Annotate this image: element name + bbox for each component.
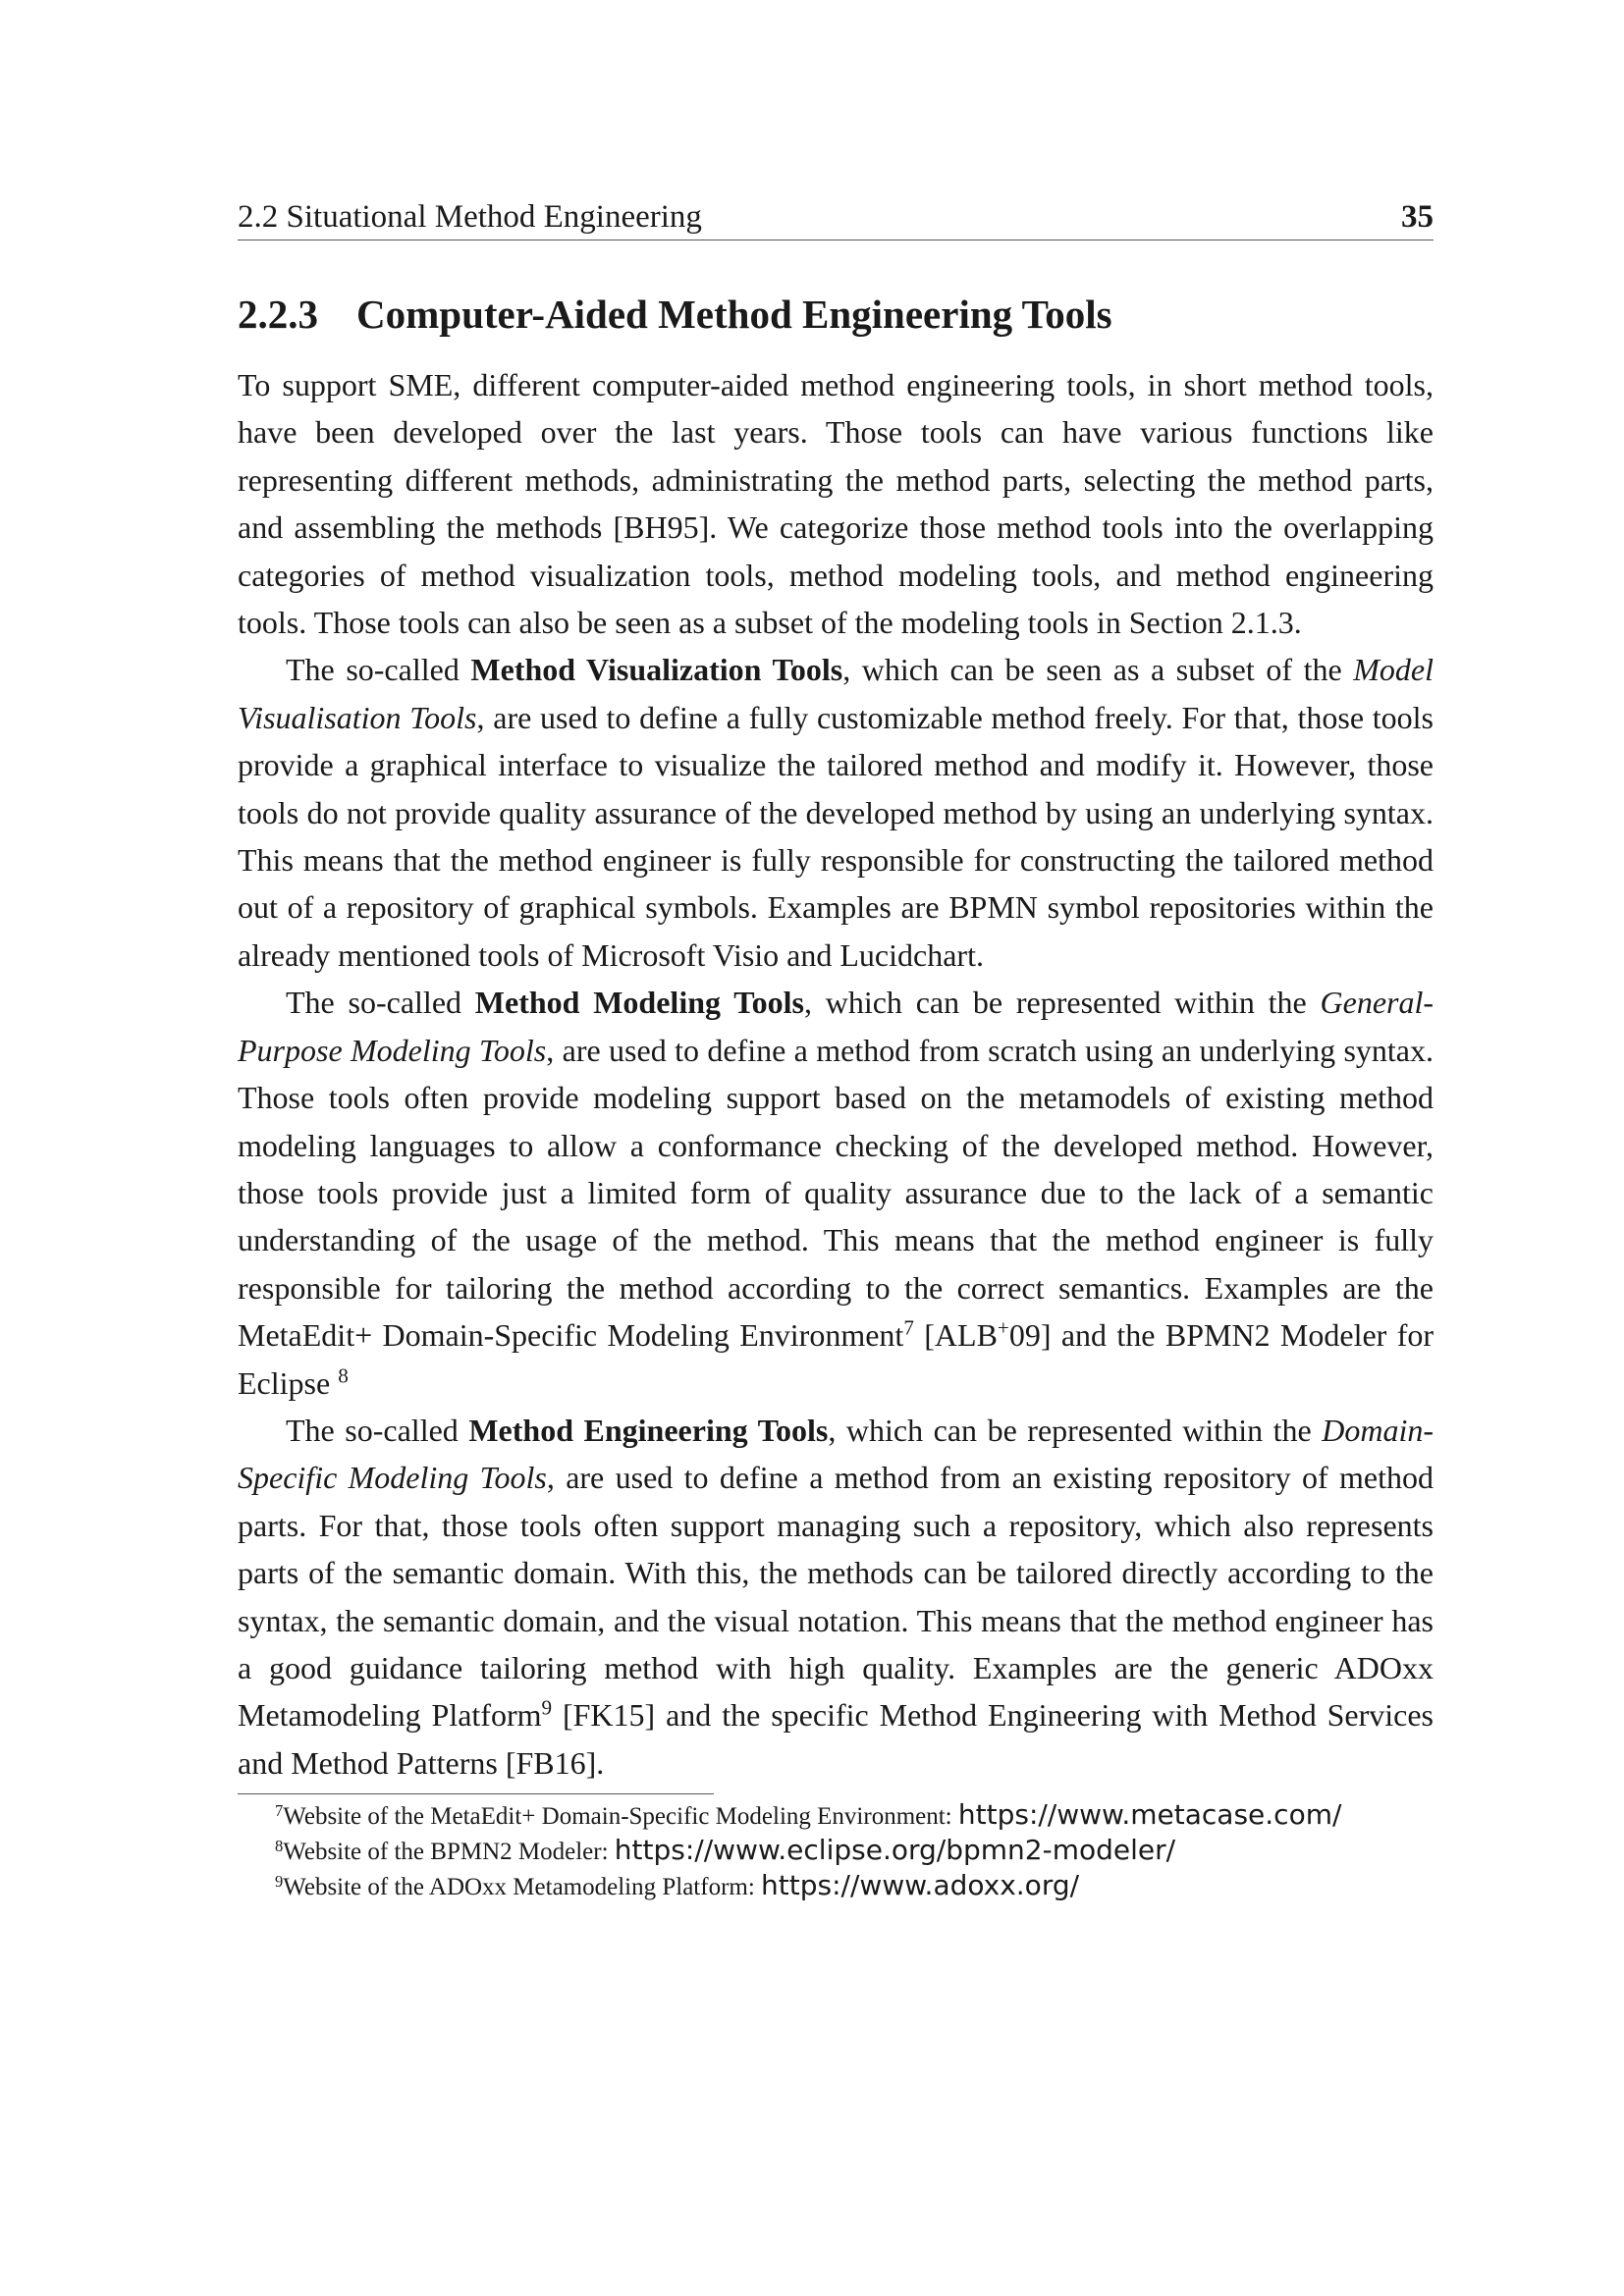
term-method-engineering-tools: Method Engineering Tools — [468, 1412, 829, 1448]
ref-domain-specific-modeling-tools: Domain-Specific Modeling Tools — [238, 1412, 1435, 1496]
citation-text: [ALB — [913, 1317, 998, 1354]
footnote-8 — [275, 1834, 1341, 1869]
text-run: The so-called — [286, 652, 471, 688]
footnote-marker-7[interactable]: 7 — [903, 1315, 914, 1340]
text-run: , which can be represented within the — [828, 1412, 1323, 1448]
footnote-marker-9[interactable]: 9 — [541, 1695, 553, 1720]
footnote-mark: 8 — [275, 1836, 284, 1855]
section-number: 2.2.3 — [238, 292, 318, 337]
body-text — [238, 361, 1434, 1787]
footnote-7 — [275, 1798, 1341, 1834]
term-method-modeling-tools: Method Modeling Tools — [474, 985, 804, 1021]
paragraph-engineering-tools — [238, 1407, 1434, 1787]
footnote-text: Website of the BPMN2 Modeler: — [283, 1839, 615, 1865]
paragraph-visualization-tools — [238, 646, 1434, 979]
citation-superscript: + — [997, 1315, 1009, 1340]
section-heading — [238, 287, 1112, 342]
running-head-section: 2.2 Situational Method Engineering — [238, 199, 702, 235]
footnotes — [275, 1798, 1341, 1904]
text-run: [FK15] and the specific Method Engineering with Method Services and Method Patterns [FB16]. — [238, 1697, 1435, 1781]
text-run: , which can be seen as a subset of the — [842, 652, 1354, 688]
text-run: 09] and the BPMN2 Modeler for Eclipse — [238, 1317, 1435, 1401]
footnote-9 — [275, 1869, 1341, 1904]
text-run: The so-called — [286, 1412, 469, 1448]
paragraph-modeling-tools — [238, 979, 1434, 1407]
paragraph-intro-text: To support SME, different computer-aided method engineering tools, in short method tools, have been developed over the last years. Those tools can have various functions like representing different methods, administrating the method parts, selecting the method parts, and assembling the methods [BH95]. We categorize those method tools into the overlapping categories of method visualization tools, method modeling tools, and method engineering tools. Those tools can also be seen as a subset of the modeling tools in Section 2.1.3. — [238, 367, 1434, 641]
footnote-url-link[interactable]: https://www.adoxx.org/ — [761, 1869, 1080, 1901]
section-title: Computer-Aided Method Engineering Tools — [356, 292, 1112, 337]
ref-general-purpose-modeling-tools: General-Purpose Modeling Tools — [238, 985, 1435, 1068]
running-head — [238, 194, 1434, 240]
footnote-url-link[interactable]: https://www.eclipse.org/bpmn2-modeler/ — [614, 1834, 1176, 1866]
footnote-divider — [238, 1793, 714, 1794]
footnote-url-link[interactable]: https://www.metacase.com/ — [957, 1798, 1342, 1831]
footnote-text: Website of the ADOxx Metamodeling Platform: — [283, 1874, 762, 1900]
footnote-text: Website of the MetaEdit+ Domain-Specific Modeling Environment: — [283, 1803, 958, 1830]
text-run: , are used to define a method from an existing repository of method parts. For that, those tools often support managing such a repository, which also represents parts of the semantic domain. With this, the methods can be tailored directly according to the syntax, the semantic domain, and the visual notation. This means that the method engineer has a good guidance tailoring method with high quality. Examples are the generic ADOxx Metamodeling Platform — [238, 1460, 1435, 1734]
text-run: , are used to define a method from scratch using an underlying syntax. Those tools often provide modeling support based on the metamodels of existing method modeling languages to allow a conformance checking of the developed method. However, those tools provide just a limited form of quality assurance due to the lack of a semantic understanding of the usage of the method. This means that the method engineer is fully responsible for tailoring the method according to the correct semantics. Examples are the MetaEdit+ Domain-Specific Modeling Environment — [238, 1032, 1435, 1354]
ref-model-visualisation-tools: Model Visualisation Tools — [238, 652, 1435, 735]
page-number: 35 — [1401, 199, 1434, 235]
footnote-marker-8[interactable]: 8 — [338, 1362, 349, 1387]
text-run: The so-called — [286, 985, 475, 1021]
footnote-mark: 7 — [275, 1800, 284, 1820]
term-method-visualization-tools: Method Visualization Tools — [470, 652, 843, 688]
text-run: , are used to define a fully customizable method freely. For that, those tools provide a graphical interface to visualize the tailored method and modify it. However, those tools do not provide quality assurance of the developed method by using an underlying syntax. This means that the method engineer is fully responsible for constructing the tailored method out of a repository of graphical symbols. Examples are BPMN symbol repositories within the already mentioned tools of Microsoft Visio and Lucidchart. — [238, 699, 1434, 973]
footnote-mark: 9 — [275, 1871, 284, 1891]
text-run: , which can be represented within the — [803, 985, 1321, 1021]
paragraph-intro — [238, 361, 1434, 646]
